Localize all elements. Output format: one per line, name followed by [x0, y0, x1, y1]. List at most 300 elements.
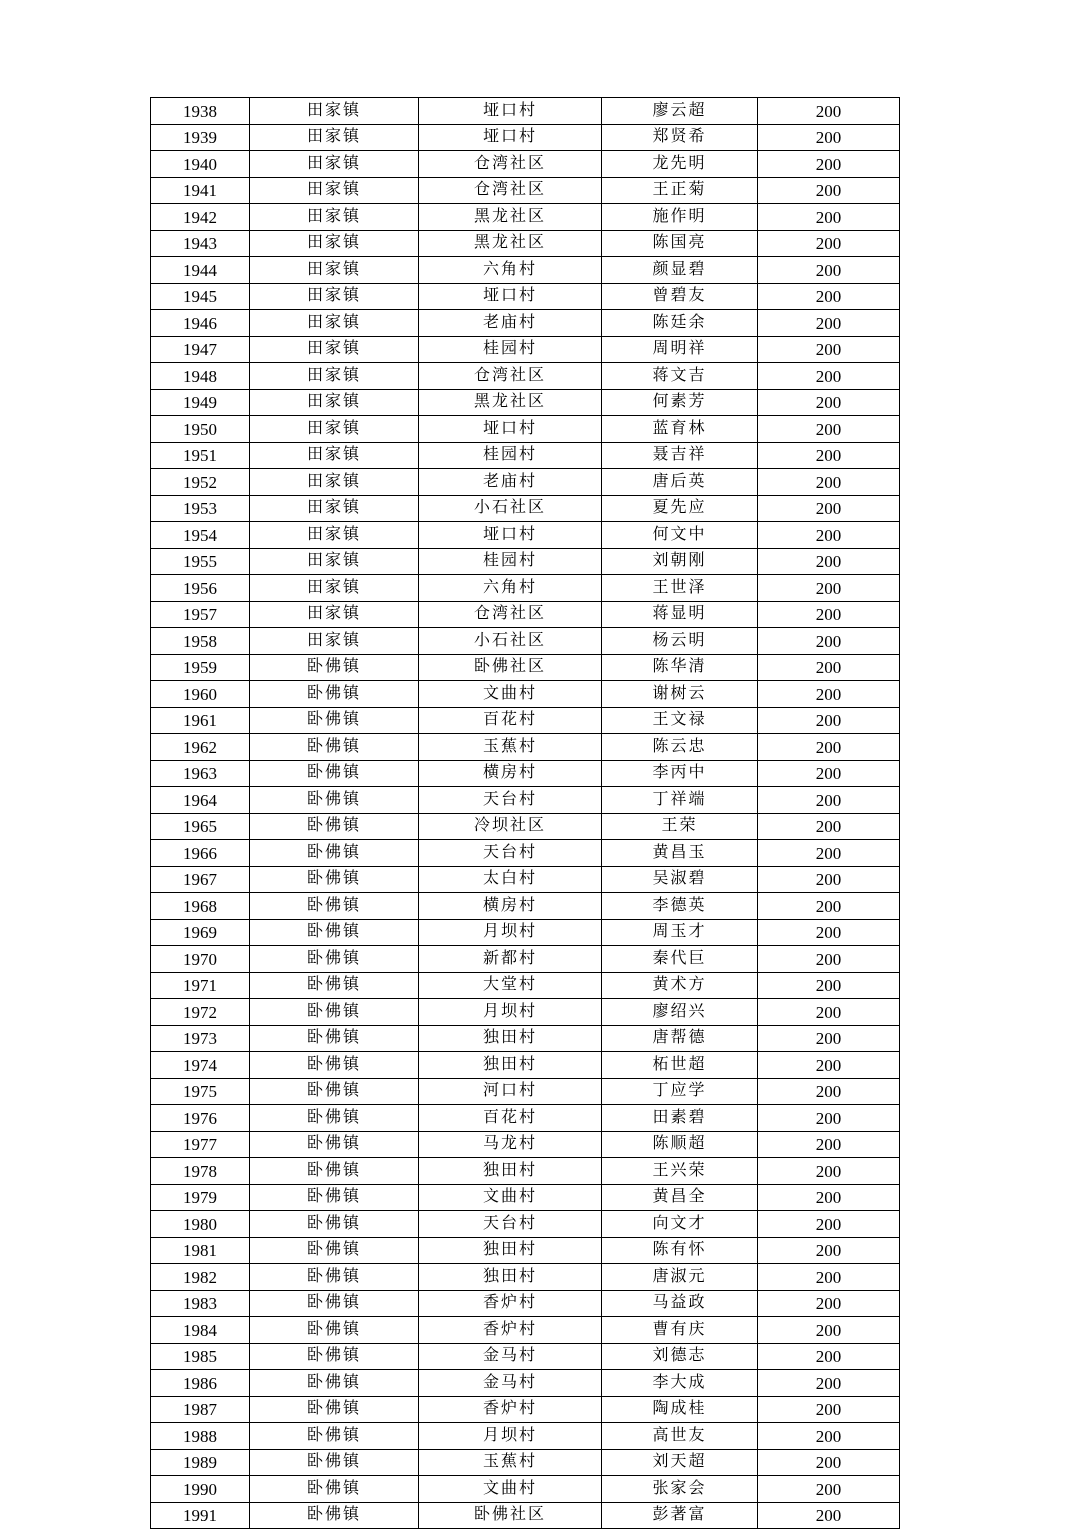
name-cell: 刘天超	[602, 1449, 758, 1476]
serial-number-cell: 1968	[151, 893, 250, 920]
town-cell: 卧佛镇	[250, 946, 419, 973]
amount-cell: 200	[758, 654, 900, 681]
town-cell: 卧佛镇	[250, 681, 419, 708]
name-cell: 谢树云	[602, 681, 758, 708]
amount-cell: 200	[758, 548, 900, 575]
village-cell: 香炉村	[419, 1290, 602, 1317]
village-cell: 桂园村	[419, 336, 602, 363]
table-row	[151, 442, 900, 469]
town-cell: 田家镇	[250, 204, 419, 231]
amount-cell: 200	[758, 336, 900, 363]
village-cell: 黑龙社区	[419, 230, 602, 257]
table-row	[151, 946, 900, 973]
serial-number-cell: 1989	[151, 1449, 250, 1476]
serial-number-cell: 1964	[151, 787, 250, 814]
name-cell: 向文才	[602, 1211, 758, 1238]
serial-number-cell: 1947	[151, 336, 250, 363]
serial-number-cell: 1980	[151, 1211, 250, 1238]
serial-number-cell: 1961	[151, 707, 250, 734]
amount-cell: 200	[758, 177, 900, 204]
serial-number-cell: 1987	[151, 1396, 250, 1423]
town-cell: 卧佛镇	[250, 760, 419, 787]
serial-number-cell: 1945	[151, 283, 250, 310]
village-cell: 卧佛社区	[419, 654, 602, 681]
amount-cell: 200	[758, 840, 900, 867]
village-cell: 垭口村	[419, 98, 602, 125]
town-cell: 田家镇	[250, 177, 419, 204]
village-cell: 垭口村	[419, 416, 602, 443]
village-cell: 天台村	[419, 787, 602, 814]
table-row	[151, 495, 900, 522]
name-cell: 彭著富	[602, 1502, 758, 1529]
town-cell: 田家镇	[250, 336, 419, 363]
serial-number-cell: 1955	[151, 548, 250, 575]
town-cell: 卧佛镇	[250, 787, 419, 814]
village-cell: 横房村	[419, 893, 602, 920]
name-cell: 陈顺超	[602, 1131, 758, 1158]
village-cell: 小石社区	[419, 628, 602, 655]
amount-cell: 200	[758, 1078, 900, 1105]
table-row	[151, 1158, 900, 1185]
village-cell: 独田村	[419, 1158, 602, 1185]
table-row	[151, 919, 900, 946]
serial-number-cell: 1986	[151, 1370, 250, 1397]
table-row	[151, 787, 900, 814]
serial-number-cell: 1942	[151, 204, 250, 231]
village-cell: 香炉村	[419, 1317, 602, 1344]
town-cell: 卧佛镇	[250, 1343, 419, 1370]
serial-number-cell: 1941	[151, 177, 250, 204]
town-cell: 卧佛镇	[250, 1025, 419, 1052]
name-cell: 曹有庆	[602, 1317, 758, 1344]
village-cell: 仓湾社区	[419, 601, 602, 628]
village-cell: 桂园村	[419, 548, 602, 575]
table-row	[151, 1317, 900, 1344]
table-row	[151, 1449, 900, 1476]
amount-cell: 200	[758, 442, 900, 469]
name-cell: 马益政	[602, 1290, 758, 1317]
village-cell: 黑龙社区	[419, 204, 602, 231]
amount-cell: 200	[758, 389, 900, 416]
table-row	[151, 813, 900, 840]
village-cell: 金马村	[419, 1343, 602, 1370]
serial-number-cell: 1944	[151, 257, 250, 284]
amount-cell: 200	[758, 416, 900, 443]
table-body	[151, 98, 900, 1529]
village-cell: 垭口村	[419, 124, 602, 151]
table-row	[151, 1078, 900, 1105]
serial-number-cell: 1982	[151, 1264, 250, 1291]
amount-cell: 200	[758, 1317, 900, 1344]
name-cell: 陈华清	[602, 654, 758, 681]
name-cell: 丁应学	[602, 1078, 758, 1105]
amount-cell: 200	[758, 1423, 900, 1450]
subsidy-list-table	[150, 97, 900, 1529]
name-cell: 王兴荣	[602, 1158, 758, 1185]
town-cell: 卧佛镇	[250, 1449, 419, 1476]
town-cell: 卧佛镇	[250, 1158, 419, 1185]
table-row	[151, 1476, 900, 1503]
town-cell: 田家镇	[250, 442, 419, 469]
table-row	[151, 1211, 900, 1238]
amount-cell: 200	[758, 363, 900, 390]
serial-number-cell: 1954	[151, 522, 250, 549]
table-row	[151, 522, 900, 549]
amount-cell: 200	[758, 1237, 900, 1264]
town-cell: 卧佛镇	[250, 1476, 419, 1503]
town-cell: 卧佛镇	[250, 1317, 419, 1344]
table-row	[151, 1131, 900, 1158]
serial-number-cell: 1978	[151, 1158, 250, 1185]
village-cell: 桂园村	[419, 442, 602, 469]
town-cell: 田家镇	[250, 257, 419, 284]
name-cell: 曾碧友	[602, 283, 758, 310]
name-cell: 王荣	[602, 813, 758, 840]
table-row	[151, 1237, 900, 1264]
serial-number-cell: 1991	[151, 1502, 250, 1529]
town-cell: 田家镇	[250, 151, 419, 178]
serial-number-cell: 1960	[151, 681, 250, 708]
amount-cell: 200	[758, 919, 900, 946]
table-row	[151, 310, 900, 337]
village-cell: 小石社区	[419, 495, 602, 522]
name-cell: 张家会	[602, 1476, 758, 1503]
table-row	[151, 1264, 900, 1291]
table-row	[151, 707, 900, 734]
table-row	[151, 760, 900, 787]
village-cell: 新都村	[419, 946, 602, 973]
town-cell: 卧佛镇	[250, 972, 419, 999]
amount-cell: 200	[758, 1052, 900, 1079]
town-cell: 田家镇	[250, 230, 419, 257]
village-cell: 文曲村	[419, 1476, 602, 1503]
serial-number-cell: 1967	[151, 866, 250, 893]
village-cell: 河口村	[419, 1078, 602, 1105]
amount-cell: 200	[758, 1025, 900, 1052]
table-row	[151, 336, 900, 363]
table-row	[151, 389, 900, 416]
name-cell: 陶成桂	[602, 1396, 758, 1423]
table-row	[151, 151, 900, 178]
village-cell: 独田村	[419, 1264, 602, 1291]
village-cell: 月坝村	[419, 1423, 602, 1450]
town-cell: 卧佛镇	[250, 1105, 419, 1132]
town-cell: 田家镇	[250, 310, 419, 337]
amount-cell: 200	[758, 310, 900, 337]
serial-number-cell: 1939	[151, 124, 250, 151]
village-cell: 垭口村	[419, 283, 602, 310]
town-cell: 卧佛镇	[250, 999, 419, 1026]
town-cell: 卧佛镇	[250, 1211, 419, 1238]
village-cell: 月坝村	[419, 999, 602, 1026]
name-cell: 陈有怀	[602, 1237, 758, 1264]
amount-cell: 200	[758, 575, 900, 602]
village-cell: 大堂村	[419, 972, 602, 999]
table-row	[151, 601, 900, 628]
amount-cell: 200	[758, 1449, 900, 1476]
town-cell: 田家镇	[250, 469, 419, 496]
table-row	[151, 893, 900, 920]
village-cell: 天台村	[419, 840, 602, 867]
name-cell: 施作明	[602, 204, 758, 231]
serial-number-cell: 1943	[151, 230, 250, 257]
town-cell: 田家镇	[250, 495, 419, 522]
name-cell: 唐淑元	[602, 1264, 758, 1291]
amount-cell: 200	[758, 1370, 900, 1397]
amount-cell: 200	[758, 1264, 900, 1291]
table-row	[151, 1423, 900, 1450]
amount-cell: 200	[758, 628, 900, 655]
table-row	[151, 363, 900, 390]
amount-cell: 200	[758, 760, 900, 787]
village-cell: 独田村	[419, 1237, 602, 1264]
town-cell: 田家镇	[250, 283, 419, 310]
name-cell: 黄术方	[602, 972, 758, 999]
amount-cell: 200	[758, 866, 900, 893]
serial-number-cell: 1951	[151, 442, 250, 469]
name-cell: 刘德志	[602, 1343, 758, 1370]
town-cell: 卧佛镇	[250, 866, 419, 893]
village-cell: 百花村	[419, 707, 602, 734]
village-cell: 天台村	[419, 1211, 602, 1238]
name-cell: 廖云超	[602, 98, 758, 125]
town-cell: 田家镇	[250, 601, 419, 628]
amount-cell: 200	[758, 1184, 900, 1211]
serial-number-cell: 1948	[151, 363, 250, 390]
village-cell: 横房村	[419, 760, 602, 787]
table-row	[151, 628, 900, 655]
town-cell: 田家镇	[250, 416, 419, 443]
amount-cell: 200	[758, 1343, 900, 1370]
serial-number-cell: 1940	[151, 151, 250, 178]
amount-cell: 200	[758, 98, 900, 125]
serial-number-cell: 1984	[151, 1317, 250, 1344]
table-row	[151, 654, 900, 681]
table-row	[151, 734, 900, 761]
amount-cell: 200	[758, 1396, 900, 1423]
town-cell: 卧佛镇	[250, 813, 419, 840]
village-cell: 香炉村	[419, 1396, 602, 1423]
amount-cell: 200	[758, 1476, 900, 1503]
town-cell: 卧佛镇	[250, 1370, 419, 1397]
name-cell: 高世友	[602, 1423, 758, 1450]
village-cell: 垭口村	[419, 522, 602, 549]
table-row	[151, 230, 900, 257]
amount-cell: 200	[758, 893, 900, 920]
name-cell: 陈廷余	[602, 310, 758, 337]
village-cell: 六角村	[419, 257, 602, 284]
serial-number-cell: 1971	[151, 972, 250, 999]
amount-cell: 200	[758, 124, 900, 151]
amount-cell: 200	[758, 601, 900, 628]
serial-number-cell: 1957	[151, 601, 250, 628]
serial-number-cell: 1976	[151, 1105, 250, 1132]
table-row	[151, 681, 900, 708]
serial-number-cell: 1988	[151, 1423, 250, 1450]
amount-cell: 200	[758, 1158, 900, 1185]
name-cell: 李德英	[602, 893, 758, 920]
table-row	[151, 1502, 900, 1529]
name-cell: 李大成	[602, 1370, 758, 1397]
name-cell: 杨云明	[602, 628, 758, 655]
town-cell: 田家镇	[250, 124, 419, 151]
town-cell: 卧佛镇	[250, 1502, 419, 1529]
name-cell: 黄昌全	[602, 1184, 758, 1211]
amount-cell: 200	[758, 787, 900, 814]
name-cell: 周玉才	[602, 919, 758, 946]
town-cell: 卧佛镇	[250, 893, 419, 920]
name-cell: 王世泽	[602, 575, 758, 602]
table-row	[151, 124, 900, 151]
serial-number-cell: 1965	[151, 813, 250, 840]
town-cell: 卧佛镇	[250, 1264, 419, 1291]
village-cell: 文曲村	[419, 1184, 602, 1211]
town-cell: 田家镇	[250, 575, 419, 602]
table-row	[151, 999, 900, 1026]
serial-number-cell: 1983	[151, 1290, 250, 1317]
table-row	[151, 416, 900, 443]
amount-cell: 200	[758, 495, 900, 522]
name-cell: 何文中	[602, 522, 758, 549]
amount-cell: 200	[758, 204, 900, 231]
town-cell: 卧佛镇	[250, 1052, 419, 1079]
serial-number-cell: 1950	[151, 416, 250, 443]
table-row	[151, 1370, 900, 1397]
name-cell: 何素芳	[602, 389, 758, 416]
name-cell: 唐后英	[602, 469, 758, 496]
town-cell: 田家镇	[250, 389, 419, 416]
table-row	[151, 1025, 900, 1052]
table-row	[151, 866, 900, 893]
town-cell: 田家镇	[250, 548, 419, 575]
amount-cell: 200	[758, 1131, 900, 1158]
name-cell: 柘世超	[602, 1052, 758, 1079]
name-cell: 刘朝刚	[602, 548, 758, 575]
table-row	[151, 1184, 900, 1211]
town-cell: 卧佛镇	[250, 1423, 419, 1450]
town-cell: 田家镇	[250, 522, 419, 549]
amount-cell: 200	[758, 707, 900, 734]
name-cell: 聂吉祥	[602, 442, 758, 469]
serial-number-cell: 1974	[151, 1052, 250, 1079]
village-cell: 玉蕉村	[419, 734, 602, 761]
table-row	[151, 204, 900, 231]
serial-number-cell: 1979	[151, 1184, 250, 1211]
serial-number-cell: 1981	[151, 1237, 250, 1264]
town-cell: 卧佛镇	[250, 919, 419, 946]
name-cell: 颜显碧	[602, 257, 758, 284]
amount-cell: 200	[758, 1290, 900, 1317]
table-row	[151, 1052, 900, 1079]
table-row	[151, 257, 900, 284]
serial-number-cell: 1977	[151, 1131, 250, 1158]
town-cell: 田家镇	[250, 628, 419, 655]
town-cell: 卧佛镇	[250, 1131, 419, 1158]
amount-cell: 200	[758, 469, 900, 496]
serial-number-cell: 1946	[151, 310, 250, 337]
serial-number-cell: 1962	[151, 734, 250, 761]
serial-number-cell: 1966	[151, 840, 250, 867]
table-row	[151, 1396, 900, 1423]
serial-number-cell: 1969	[151, 919, 250, 946]
town-cell: 卧佛镇	[250, 1184, 419, 1211]
town-cell: 田家镇	[250, 363, 419, 390]
amount-cell: 200	[758, 522, 900, 549]
name-cell: 周明祥	[602, 336, 758, 363]
town-cell: 卧佛镇	[250, 1290, 419, 1317]
name-cell: 夏先应	[602, 495, 758, 522]
amount-cell: 200	[758, 999, 900, 1026]
village-cell: 太白村	[419, 866, 602, 893]
serial-number-cell: 1953	[151, 495, 250, 522]
serial-number-cell: 1963	[151, 760, 250, 787]
village-cell: 卧佛社区	[419, 1502, 602, 1529]
village-cell: 冷坝社区	[419, 813, 602, 840]
village-cell: 独田村	[419, 1052, 602, 1079]
table-row	[151, 283, 900, 310]
amount-cell: 200	[758, 1211, 900, 1238]
town-cell: 田家镇	[250, 98, 419, 125]
village-cell: 马龙村	[419, 1131, 602, 1158]
village-cell: 金马村	[419, 1370, 602, 1397]
town-cell: 卧佛镇	[250, 734, 419, 761]
serial-number-cell: 1972	[151, 999, 250, 1026]
table-row	[151, 840, 900, 867]
amount-cell: 200	[758, 257, 900, 284]
amount-cell: 200	[758, 813, 900, 840]
name-cell: 秦代巨	[602, 946, 758, 973]
name-cell: 龙先明	[602, 151, 758, 178]
amount-cell: 200	[758, 972, 900, 999]
name-cell: 田素碧	[602, 1105, 758, 1132]
village-cell: 文曲村	[419, 681, 602, 708]
serial-number-cell: 1952	[151, 469, 250, 496]
name-cell: 丁祥端	[602, 787, 758, 814]
serial-number-cell: 1975	[151, 1078, 250, 1105]
table-row	[151, 972, 900, 999]
town-cell: 卧佛镇	[250, 654, 419, 681]
serial-number-cell: 1970	[151, 946, 250, 973]
name-cell: 王文禄	[602, 707, 758, 734]
table-row	[151, 177, 900, 204]
village-cell: 仓湾社区	[419, 363, 602, 390]
name-cell: 黄昌玉	[602, 840, 758, 867]
amount-cell: 200	[758, 734, 900, 761]
name-cell: 唐帮德	[602, 1025, 758, 1052]
village-cell: 百花村	[419, 1105, 602, 1132]
village-cell: 老庙村	[419, 310, 602, 337]
village-cell: 仓湾社区	[419, 151, 602, 178]
table-row	[151, 1343, 900, 1370]
name-cell: 廖绍兴	[602, 999, 758, 1026]
town-cell: 卧佛镇	[250, 840, 419, 867]
village-cell: 仓湾社区	[419, 177, 602, 204]
amount-cell: 200	[758, 946, 900, 973]
town-cell: 卧佛镇	[250, 1078, 419, 1105]
village-cell: 玉蕉村	[419, 1449, 602, 1476]
table-row	[151, 1290, 900, 1317]
amount-cell: 200	[758, 151, 900, 178]
amount-cell: 200	[758, 283, 900, 310]
table-row	[151, 98, 900, 125]
name-cell: 吴淑碧	[602, 866, 758, 893]
serial-number-cell: 1938	[151, 98, 250, 125]
village-cell: 独田村	[419, 1025, 602, 1052]
amount-cell: 200	[758, 681, 900, 708]
name-cell: 蒋文吉	[602, 363, 758, 390]
name-cell: 陈国亮	[602, 230, 758, 257]
serial-number-cell: 1985	[151, 1343, 250, 1370]
